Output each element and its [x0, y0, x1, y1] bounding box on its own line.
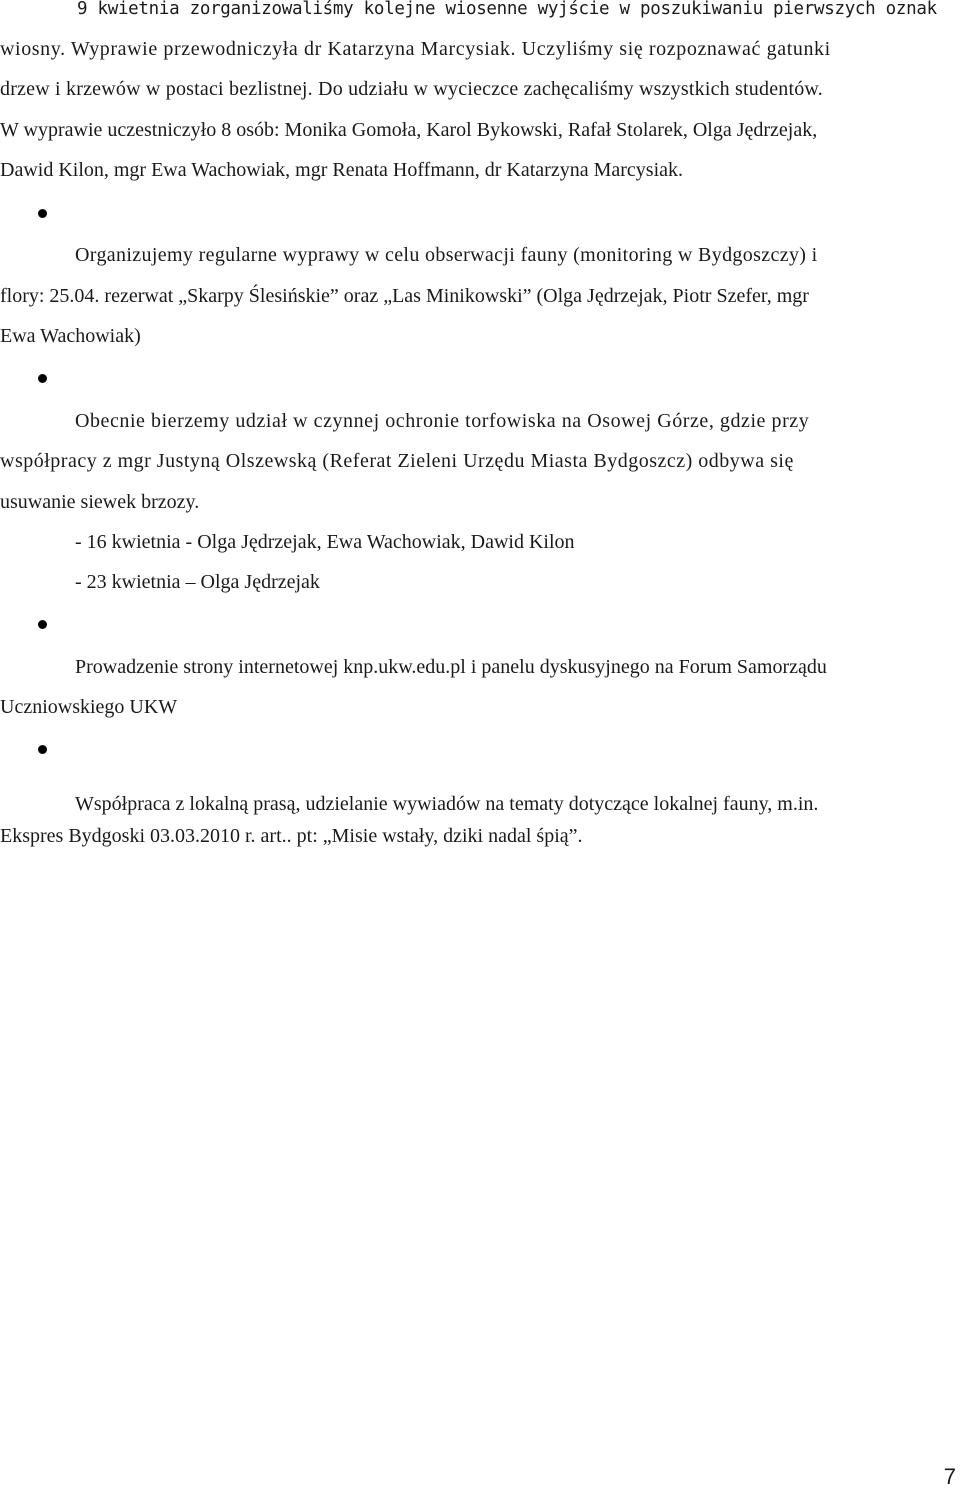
list-item-line: flory: 25.04. rezerwat „Skarpy Ślesińskie” oraz „Las Minikowski” (Olga Jędrzejak, Piotr Szefer, mgr [0, 285, 809, 307]
list-bullet [38, 374, 47, 383]
page-number: 7 [943, 1464, 956, 1489]
list-item-line: usuwanie siewek brzozy. [0, 491, 200, 513]
list-item-line: Ewa Wachowiak) [0, 325, 141, 347]
paragraph-line: W wyprawie uczestniczyło 8 osób: Monika Gomoła, Karol Bykowski, Rafał Stolarek, Olga Jędrzejak, [0, 119, 818, 141]
list-item-line: Prowadzenie strony internetowej knp.ukw.edu.pl i panelu dyskusyjnego na Forum Samorządu [75, 656, 827, 678]
paragraph-line: Dawid Kilon, mgr Ewa Wachowiak, mgr Renata Hoffmann, dr Katarzyna Marcysiak. [0, 159, 683, 181]
list-bullet [38, 745, 47, 754]
paragraph-line: 9 kwietnia zorganizowaliśmy kolejne wiosenne wyjście w poszukiwaniu pierwszych oznak [77, 0, 937, 19]
paragraph-line: wiosny. Wyprawie przewodniczyła dr Katarzyna Marcysiak. Uczyliśmy się rozpoznawać gatunki [0, 38, 831, 60]
list-item-line: Ekspres Bydgoski 03.03.2010 r. art.. pt: „Misie wstały, dziki nadal śpią”. [0, 825, 583, 847]
list-item-line: Obecnie bierzemy udział w czynnej ochronie torfowiska na Osowej Górze, gdzie przy [75, 410, 810, 432]
list-bullet [38, 209, 47, 218]
list-item-line: Współpraca z lokalną prasą, udzielanie wywiadów na tematy dotyczące lokalnej fauny, m.in. [75, 793, 819, 815]
date-entry: - 23 kwietnia – Olga Jędrzejak [75, 571, 320, 593]
date-entry: - 16 kwietnia - Olga Jędrzejak, Ewa Wachowiak, Dawid Kilon [75, 531, 575, 553]
list-bullet [38, 620, 47, 629]
list-item-line: współpracy z mgr Justyną Olszewską (Referat Zieleni Urzędu Miasta Bydgoszcz) odbywa się [0, 450, 794, 472]
list-item-line: Uczniowskiego UKW [0, 696, 178, 718]
list-item-line: Organizujemy regularne wyprawy w celu obserwacji fauny (monitoring w Bydgoszczy) i [75, 244, 818, 266]
paragraph-line: drzew i krzewów w postaci bezlistnej. Do udziału w wycieczce zachęcaliśmy wszystkich studentów. [0, 78, 823, 100]
